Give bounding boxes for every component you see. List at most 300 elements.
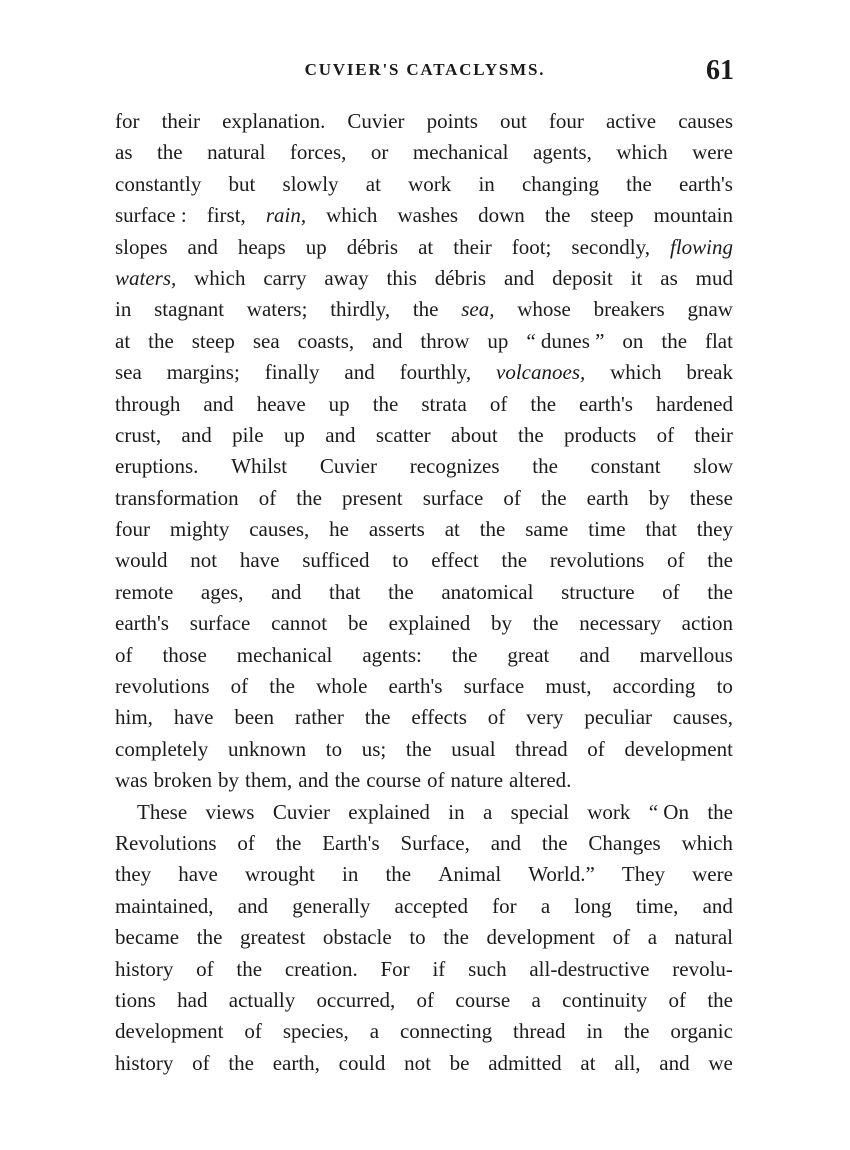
word: pile bbox=[232, 422, 264, 447]
word: and bbox=[702, 893, 733, 918]
word: of bbox=[192, 1050, 210, 1075]
word: of bbox=[656, 422, 675, 447]
word: natural bbox=[674, 925, 733, 950]
word: the bbox=[661, 328, 688, 353]
word: changing bbox=[521, 171, 599, 196]
word: of bbox=[196, 956, 214, 981]
word: those bbox=[162, 642, 207, 667]
word: as bbox=[660, 265, 678, 290]
word: the bbox=[532, 611, 559, 636]
word: earth's bbox=[679, 171, 733, 196]
text-line bbox=[115, 326, 733, 357]
word: revolu- bbox=[672, 956, 733, 981]
word: of bbox=[668, 987, 687, 1012]
word: surface bbox=[422, 485, 484, 510]
word: marvellous bbox=[639, 642, 733, 667]
word: surface bbox=[463, 674, 525, 699]
word: the bbox=[623, 1019, 650, 1044]
word: by bbox=[218, 768, 239, 793]
word: had bbox=[177, 987, 208, 1012]
word: have bbox=[173, 705, 214, 730]
word: at bbox=[418, 234, 434, 259]
word: if bbox=[432, 956, 446, 981]
word: special bbox=[510, 799, 569, 824]
word: the bbox=[228, 1050, 254, 1075]
word: or bbox=[370, 140, 389, 165]
word: at bbox=[115, 328, 131, 353]
word: remote bbox=[115, 579, 174, 604]
word: and bbox=[181, 422, 212, 447]
word: the bbox=[156, 140, 183, 165]
word: very bbox=[526, 705, 564, 730]
word: have bbox=[178, 862, 218, 887]
word: the bbox=[451, 642, 478, 667]
word: explanation. bbox=[222, 109, 326, 133]
word: heaps bbox=[237, 234, 286, 259]
word: development bbox=[486, 925, 596, 950]
word: occurred, bbox=[316, 987, 396, 1012]
word: the bbox=[388, 579, 414, 604]
word: agents: bbox=[362, 642, 422, 667]
word: of bbox=[115, 642, 133, 667]
word: to bbox=[392, 548, 409, 573]
word: and bbox=[659, 1050, 690, 1075]
word: sea bbox=[252, 328, 280, 353]
word: explained bbox=[348, 799, 430, 824]
word: mountain bbox=[653, 203, 733, 228]
word: was bbox=[115, 768, 148, 793]
word: the bbox=[364, 705, 391, 730]
word: generally bbox=[292, 893, 371, 918]
word: recognizes bbox=[409, 454, 500, 479]
word: been bbox=[234, 705, 275, 730]
word: away bbox=[324, 265, 369, 290]
word: which bbox=[610, 360, 662, 385]
word: up bbox=[305, 234, 327, 259]
word: at bbox=[444, 517, 460, 542]
word: the bbox=[269, 674, 295, 699]
word: and bbox=[325, 422, 356, 447]
word: a bbox=[531, 987, 541, 1012]
word: altered. bbox=[509, 768, 572, 793]
word: the bbox=[372, 391, 399, 416]
word: a bbox=[369, 1019, 380, 1044]
word: débris bbox=[434, 265, 487, 290]
word: by bbox=[648, 485, 670, 510]
text-line bbox=[115, 1048, 733, 1079]
word: They bbox=[621, 862, 666, 887]
word: the bbox=[148, 328, 174, 353]
word: of bbox=[503, 485, 521, 510]
word: and bbox=[344, 360, 375, 385]
word: greatest bbox=[240, 925, 306, 950]
word: and bbox=[187, 234, 218, 259]
word: creation. bbox=[284, 956, 358, 981]
word: constant bbox=[590, 454, 661, 479]
word: their bbox=[694, 422, 733, 447]
text-line bbox=[115, 765, 733, 796]
text-line bbox=[115, 797, 733, 828]
word: time bbox=[588, 517, 626, 542]
word: long bbox=[574, 893, 612, 918]
word: them, bbox=[245, 768, 293, 793]
word: finally bbox=[264, 360, 320, 385]
word: thread bbox=[513, 1019, 566, 1044]
word: and bbox=[237, 893, 269, 918]
word: which bbox=[194, 265, 246, 290]
word: volcanoes, bbox=[496, 360, 586, 385]
word: “ On bbox=[648, 799, 689, 824]
word: in bbox=[478, 171, 495, 196]
word: organic bbox=[670, 1019, 733, 1044]
word: time, bbox=[635, 893, 679, 918]
word: necessary bbox=[579, 611, 661, 636]
word: of bbox=[587, 736, 605, 761]
word: at bbox=[365, 171, 381, 196]
word: sufficed bbox=[302, 548, 370, 573]
word: World.” bbox=[528, 862, 595, 887]
word: such bbox=[468, 956, 507, 981]
word: and bbox=[579, 642, 610, 667]
word: of bbox=[427, 768, 445, 793]
word: revolutions bbox=[549, 548, 645, 573]
word: the bbox=[544, 203, 571, 228]
word: mechanical bbox=[236, 642, 333, 667]
word: ages, bbox=[200, 579, 244, 604]
word: and bbox=[271, 579, 302, 604]
word: unknown bbox=[227, 736, 307, 761]
word: work bbox=[408, 171, 452, 196]
word: present bbox=[341, 485, 403, 510]
word: flat bbox=[704, 328, 733, 353]
word: we bbox=[708, 1050, 733, 1075]
word: wrought bbox=[244, 862, 315, 887]
word: must, bbox=[545, 674, 592, 699]
word: of bbox=[230, 674, 249, 699]
word: this bbox=[386, 265, 417, 290]
word: forces, bbox=[289, 140, 347, 165]
word: sea bbox=[115, 360, 142, 385]
word: for bbox=[115, 109, 140, 133]
word: break bbox=[686, 360, 733, 385]
word: their bbox=[161, 109, 201, 133]
word: earth's bbox=[115, 611, 169, 636]
word: slow bbox=[693, 454, 733, 479]
text-line bbox=[115, 577, 733, 608]
word: rain, bbox=[265, 203, 307, 228]
word: would bbox=[115, 548, 168, 573]
word: secondly, bbox=[571, 234, 650, 259]
word: not bbox=[190, 548, 218, 573]
word: species, bbox=[282, 1019, 349, 1044]
word: could bbox=[338, 1050, 386, 1075]
body-text bbox=[115, 106, 733, 1079]
word: which bbox=[616, 140, 668, 165]
word: views bbox=[205, 799, 255, 824]
word: asserts bbox=[368, 517, 425, 542]
word: Revolutions bbox=[115, 830, 217, 855]
word: “ dunes ” bbox=[526, 328, 605, 353]
word: became bbox=[115, 925, 180, 950]
word: of bbox=[667, 548, 685, 573]
word: constantly bbox=[115, 171, 202, 196]
word: history bbox=[115, 1050, 174, 1075]
word: mud bbox=[695, 265, 733, 290]
text-line bbox=[115, 1016, 733, 1047]
word: crust, bbox=[115, 422, 162, 447]
word: were bbox=[692, 862, 733, 887]
word: effect bbox=[431, 548, 479, 573]
word: and bbox=[503, 265, 535, 290]
word: anatomical bbox=[441, 579, 534, 604]
word: a bbox=[647, 925, 658, 950]
word: maintained, bbox=[115, 893, 214, 918]
text-line bbox=[115, 106, 733, 137]
word: breakers bbox=[593, 297, 665, 322]
word: in bbox=[342, 862, 359, 887]
word: the bbox=[412, 297, 439, 322]
word: steep bbox=[590, 203, 634, 228]
text-line bbox=[115, 545, 733, 576]
word: natural bbox=[207, 140, 266, 165]
word: usual bbox=[451, 736, 496, 761]
word: through bbox=[115, 391, 181, 416]
text-line bbox=[115, 891, 733, 922]
text-line bbox=[115, 137, 733, 168]
word: Cuvier bbox=[347, 109, 405, 133]
word: at bbox=[580, 1050, 596, 1075]
word: the bbox=[707, 579, 733, 604]
running-title: CUVIER'S CATACLYSMS. bbox=[304, 60, 546, 79]
word: transformation bbox=[115, 485, 239, 510]
word: be bbox=[449, 1050, 470, 1075]
word: sea, bbox=[461, 297, 495, 322]
word: work bbox=[587, 799, 631, 824]
text-line bbox=[115, 200, 733, 231]
word: thread bbox=[515, 736, 568, 761]
word: nature bbox=[450, 768, 504, 793]
word: eruptions. bbox=[115, 454, 199, 479]
word: heave bbox=[256, 391, 306, 416]
word: Earth's bbox=[322, 830, 380, 855]
word: which bbox=[681, 830, 733, 855]
word: the bbox=[707, 548, 733, 573]
text-line bbox=[115, 702, 733, 733]
word: the bbox=[707, 987, 733, 1012]
word: gnaw bbox=[687, 297, 733, 322]
text-line bbox=[115, 859, 733, 890]
word: in bbox=[448, 799, 465, 824]
word: flowing bbox=[669, 234, 733, 259]
word: surface bbox=[189, 611, 251, 636]
text-line bbox=[115, 232, 733, 263]
word: throw bbox=[420, 328, 470, 353]
text-line bbox=[115, 671, 733, 702]
word: first, bbox=[206, 203, 246, 228]
text-line bbox=[115, 640, 733, 671]
word: whose bbox=[517, 297, 571, 322]
word: the bbox=[530, 391, 557, 416]
word: rather bbox=[294, 705, 344, 730]
word: obstacle bbox=[322, 925, 392, 950]
word: waters; bbox=[246, 297, 308, 322]
word: he bbox=[329, 517, 349, 542]
word: connecting bbox=[399, 1019, 493, 1044]
word: completely bbox=[115, 736, 209, 761]
word: washes bbox=[397, 203, 459, 228]
word: the bbox=[707, 799, 733, 824]
word: which bbox=[326, 203, 378, 228]
text-line bbox=[115, 954, 733, 985]
word: course bbox=[366, 768, 422, 793]
text-line bbox=[115, 357, 733, 388]
text-line bbox=[115, 608, 733, 639]
word: it bbox=[630, 265, 643, 290]
word: and bbox=[203, 391, 234, 416]
word: mechanical bbox=[412, 140, 509, 165]
word: stagnant bbox=[154, 297, 225, 322]
word: same bbox=[525, 517, 569, 542]
word: on bbox=[622, 328, 644, 353]
word: in bbox=[586, 1019, 603, 1044]
text-line bbox=[115, 985, 733, 1016]
word: causes, bbox=[249, 517, 310, 542]
word: earth bbox=[586, 485, 629, 510]
word: the bbox=[541, 830, 568, 855]
word: Animal bbox=[438, 862, 502, 887]
word: fourthly, bbox=[399, 360, 472, 385]
word: Cuvier bbox=[319, 454, 377, 479]
word: Surface, bbox=[400, 830, 470, 855]
word: structure bbox=[561, 579, 635, 604]
text-line bbox=[115, 294, 733, 325]
word: the bbox=[532, 454, 558, 479]
text-line bbox=[115, 169, 733, 200]
word: up bbox=[328, 391, 350, 416]
word: for bbox=[492, 893, 517, 918]
word: according bbox=[612, 674, 696, 699]
word: development bbox=[624, 736, 733, 761]
word: surface : bbox=[115, 203, 187, 228]
page-number: 61 bbox=[706, 55, 734, 86]
word: strata bbox=[421, 391, 467, 416]
word: development bbox=[115, 1019, 224, 1044]
word: tions bbox=[115, 987, 156, 1012]
word: and bbox=[490, 830, 522, 855]
word: but bbox=[228, 171, 256, 196]
word: cannot bbox=[271, 611, 328, 636]
word: in bbox=[115, 297, 132, 322]
word: the bbox=[385, 862, 412, 887]
word: him, bbox=[115, 705, 153, 730]
word: and bbox=[372, 328, 403, 353]
text-line bbox=[115, 263, 733, 294]
word: active bbox=[605, 109, 657, 133]
word: peculiar bbox=[584, 705, 653, 730]
word: mighty bbox=[169, 517, 230, 542]
word: foot; bbox=[511, 234, 552, 259]
word: of bbox=[237, 830, 255, 855]
word: four bbox=[115, 517, 150, 542]
word: of bbox=[487, 705, 506, 730]
word: earth, bbox=[272, 1050, 320, 1075]
word: four bbox=[548, 109, 584, 133]
word: the bbox=[501, 548, 528, 573]
word: of bbox=[244, 1019, 262, 1044]
word: the bbox=[443, 925, 469, 950]
word: be bbox=[347, 611, 368, 636]
word: to bbox=[409, 925, 426, 950]
word: they bbox=[115, 862, 152, 887]
word: whole bbox=[316, 674, 368, 699]
word: by bbox=[491, 611, 512, 636]
word: the bbox=[540, 485, 567, 510]
word: points bbox=[426, 109, 478, 133]
word: Cuvier bbox=[272, 799, 330, 824]
word: that bbox=[645, 517, 677, 542]
text-line bbox=[115, 483, 733, 514]
word: not bbox=[404, 1050, 431, 1075]
word: they bbox=[696, 517, 733, 542]
word: the bbox=[236, 956, 263, 981]
word: as bbox=[115, 140, 133, 165]
word: of bbox=[258, 485, 277, 510]
word: agents, bbox=[532, 140, 592, 165]
word: to bbox=[325, 736, 343, 761]
text-line bbox=[115, 451, 733, 482]
word: these bbox=[689, 485, 733, 510]
text-line bbox=[115, 420, 733, 451]
word: explained bbox=[388, 611, 471, 636]
word: the bbox=[479, 517, 506, 542]
word: carry bbox=[263, 265, 307, 290]
word: slowly bbox=[282, 171, 339, 196]
word: the bbox=[196, 925, 223, 950]
word: actually bbox=[228, 987, 296, 1012]
text-line bbox=[115, 514, 733, 545]
word: admitted bbox=[488, 1050, 562, 1075]
text-line bbox=[115, 734, 733, 765]
word: broken bbox=[153, 768, 212, 793]
word: of bbox=[612, 925, 631, 950]
word: a bbox=[482, 799, 493, 824]
word: earth's bbox=[579, 391, 633, 416]
word: steep bbox=[191, 328, 235, 353]
word: up bbox=[283, 422, 305, 447]
word: of bbox=[416, 987, 435, 1012]
word: For bbox=[380, 956, 410, 981]
word: of bbox=[489, 391, 508, 416]
word: causes, bbox=[672, 705, 733, 730]
word: products bbox=[563, 422, 637, 447]
word: revolutions bbox=[115, 674, 210, 699]
word: out bbox=[500, 109, 527, 133]
word: causes bbox=[678, 109, 733, 133]
word: action bbox=[681, 611, 733, 636]
text-line bbox=[115, 828, 733, 859]
word: the bbox=[275, 830, 302, 855]
word: accepted bbox=[394, 893, 468, 918]
word: earth's bbox=[388, 674, 443, 699]
word: Whilst bbox=[231, 454, 288, 479]
word: history bbox=[115, 956, 174, 981]
word: all, bbox=[614, 1050, 641, 1075]
word: that bbox=[329, 579, 361, 604]
word: all-destructive bbox=[529, 956, 650, 981]
text-line bbox=[115, 922, 733, 953]
word: the bbox=[517, 422, 544, 447]
word: great bbox=[507, 642, 550, 667]
